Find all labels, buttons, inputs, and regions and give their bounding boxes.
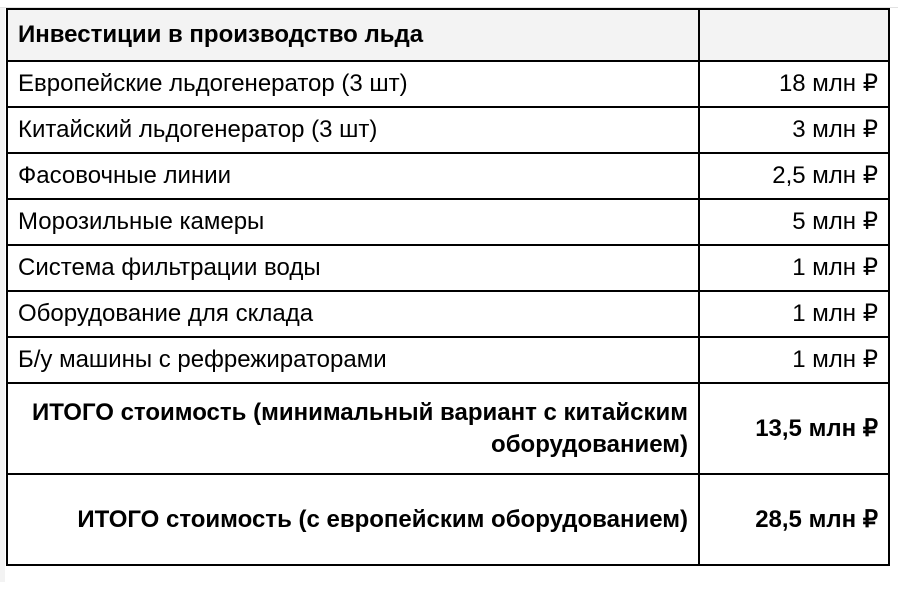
table-row [7, 245, 889, 291]
sheet-gutter [0, 0, 5, 594]
item-value-cell[interactable]: 1 млн ₽ [699, 245, 889, 291]
item-value-cell[interactable]: 3 млн ₽ [699, 107, 889, 153]
total-row-min [7, 383, 889, 474]
total-eu-value-cell[interactable]: 28,5 млн ₽ [699, 474, 889, 565]
table-row [7, 107, 889, 153]
total-min-label-cell[interactable]: ИТОГО стоимость (минимальный вариант с китайским оборудованием) [7, 383, 699, 474]
table-row [7, 153, 889, 199]
item-value-cell[interactable]: 1 млн ₽ [699, 337, 889, 383]
total-eu-label-cell[interactable]: ИТОГО стоимость (с европейским оборудованием) [7, 474, 699, 565]
item-name-cell[interactable]: Морозильные камеры [7, 199, 699, 245]
item-name-cell[interactable]: Система фильтрации воды [7, 245, 699, 291]
item-value-cell[interactable]: 5 млн ₽ [699, 199, 889, 245]
item-name-cell[interactable]: Китайский льдогенератор (3 шт) [7, 107, 699, 153]
item-name-cell[interactable]: Европейские льдогенератор (3 шт) [7, 61, 699, 107]
table-row [7, 291, 889, 337]
total-min-value-cell[interactable]: 13,5 млн ₽ [699, 383, 889, 474]
item-value-cell[interactable]: 18 млн ₽ [699, 61, 889, 107]
item-name-cell[interactable]: Оборудование для склада [7, 291, 699, 337]
table-row [7, 337, 889, 383]
item-value-cell[interactable]: 1 млн ₽ [699, 291, 889, 337]
header-value-cell[interactable] [699, 9, 889, 61]
total-row-eu [7, 474, 889, 565]
item-name-cell[interactable]: Б/у машины с рефрежираторами [7, 337, 699, 383]
item-name-cell[interactable]: Фасовочные линии [7, 153, 699, 199]
table-row [7, 61, 889, 107]
investment-table [6, 8, 890, 566]
table-header-row [7, 9, 889, 61]
sheet-top-edge [0, 0, 898, 8]
sheet-bottom-area [0, 582, 898, 594]
item-value-cell[interactable]: 2,5 млн ₽ [699, 153, 889, 199]
header-title-cell[interactable]: Инвестиции в производство льда [7, 9, 699, 61]
table-row [7, 199, 889, 245]
